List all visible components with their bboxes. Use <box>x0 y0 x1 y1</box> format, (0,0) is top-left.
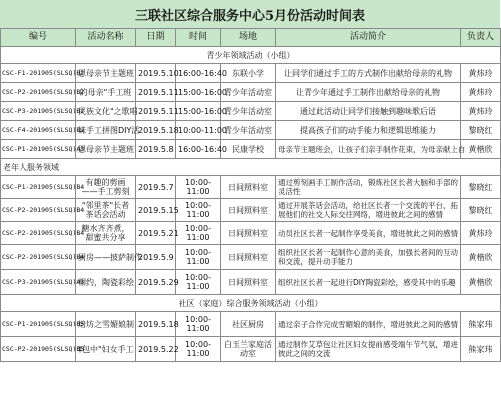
row-date: 2019.5.8 <box>136 140 176 159</box>
section-youth <box>1 47 501 64</box>
row-date: 2019.5.9 <box>136 245 176 270</box>
header-name: 活动名称 <box>76 29 136 47</box>
row-code: CSC-P1-201905(SLSQ)B5 <box>1 312 76 337</box>
row-place: 社区厨房 <box>221 312 276 337</box>
row-date: 2019.5.11 <box>136 83 176 102</box>
table-row <box>1 121 501 140</box>
row-time: 15:00-16:00 <box>176 102 221 121</box>
row-time: 16:00-16:40 <box>176 64 221 83</box>
section-elderly-label: 老年人服务领域 <box>1 159 501 176</box>
row-code: CSC-P2-201905(SLSQ)B4 <box>1 199 76 222</box>
row-time: 15:00-16:00 <box>176 83 221 102</box>
row-time: 10:00-11:00 <box>176 245 221 270</box>
row-owner: 熊家玮 <box>461 312 501 337</box>
table-row <box>1 64 501 83</box>
table-row <box>1 199 501 222</box>
row-owner: 黎晓红 <box>461 121 501 140</box>
row-date: 2019.5.29 <box>136 270 176 295</box>
row-name: 糖水齐齐煮，甜蜜共分享 <box>76 222 136 245</box>
table-row <box>1 83 501 102</box>
row-place: 日间照料室 <box>221 176 276 199</box>
table-row <box>1 270 501 295</box>
row-name: 有趣的剪画——手工剪刻 <box>76 176 136 199</box>
row-date: 2019.5.11 <box>136 102 176 121</box>
row-name: 恩母亲节主题班 <box>76 64 136 83</box>
row-name: 恩母亲节主题班 <box>76 140 136 159</box>
row-desc: 母亲节主题班会，让孩子们亲手制作花束，为母亲献上自 <box>276 140 461 159</box>
row-code: CSC-P2-201905(SLSQ)B4 <box>1 222 76 245</box>
row-code: CSC-P1-201905(SLSQ)A3 <box>1 140 76 159</box>
row-name: ‡包中"妇女手工 <box>76 337 136 362</box>
row-desc: 组织社区长者一起进行DIY陶瓷彩绘，感受其中的乐趣 <box>276 270 461 295</box>
row-desc: 让同学们通过手工的方式制作出献给母亲的礼物 <box>276 64 461 83</box>
header-date: 日期 <box>136 29 176 47</box>
section-elderly <box>1 159 501 176</box>
row-name: 焙坊之雪媚娘制 <box>76 312 136 337</box>
row-date: 2019.5.21 <box>136 222 176 245</box>
row-owner: 黎晓红 <box>461 199 501 222</box>
row-date: 2019.5.15 <box>136 199 176 222</box>
row-place: 青少年活动室 <box>221 102 276 121</box>
header-place: 场地 <box>221 29 276 47</box>
row-code: CSC-P2-201905(SLSQ)B5 <box>1 337 76 362</box>
header-row <box>1 29 501 47</box>
header-time: 时间 <box>176 29 221 47</box>
row-name: "邻里茶"长者茶话会活动 <box>76 199 136 222</box>
row-code: CSC-P2-201905(SLSQ)B2 <box>1 83 76 102</box>
row-code: CSC-P1-201905(SLSQ)B4 <box>1 176 76 199</box>
row-name: 厨房——披萨制作 <box>76 245 136 270</box>
row-date: 2019.5.10 <box>136 64 176 83</box>
row-time: 10:00-11:00 <box>176 222 221 245</box>
row-desc: 通过制作艾草包让社区妇女提前感受端午节气氛，增进彼此之间的交流 <box>276 337 461 362</box>
row-code: CSC-P3-201905(SLSQ)A3 <box>1 270 76 295</box>
row-desc: 通过剪刻画手工制作活动，锻炼社区长者大脑和手部的灵活性 <box>276 176 461 199</box>
header-code: 编号 <box>1 29 76 47</box>
row-place: 民康学校 <box>221 140 276 159</box>
row-owner: 黄炜玲 <box>461 222 501 245</box>
row-date: 2019.5.22 <box>136 337 176 362</box>
row-date: 2019.5.7 <box>136 176 176 199</box>
table-row <box>1 102 501 121</box>
row-desc: 动员社区长者一起制作享受美食，增进彼此之间的感情 <box>276 222 461 245</box>
row-place: 日间照料室 <box>221 270 276 295</box>
row-place: 东联小学 <box>221 64 276 83</box>
table-row <box>1 222 501 245</box>
row-date: 2019.5.18 <box>136 312 176 337</box>
row-owner: 黄楷欣 <box>461 140 501 159</box>
row-desc: 通过亲子合作完成雪媚娘的制作，增进彼此之间的感情 <box>276 312 461 337</box>
table-row <box>1 245 501 270</box>
row-time: 10:00-11:00 <box>176 121 221 140</box>
page-title: 三联社区综合服务中心5月份活动时间表 <box>0 0 500 29</box>
row-place: 日间照料室 <box>221 245 276 270</box>
row-place: 白玉兰家庭活动室 <box>221 337 276 362</box>
row-name: 的母亲"手工班 <box>76 83 136 102</box>
row-desc: 提高孩子们的动手能力和逻辑思维能力 <box>276 121 461 140</box>
row-time: 10:00-11:00 <box>176 312 221 337</box>
row-name: 民族文化"之歌唱 <box>76 102 136 121</box>
table-row <box>1 312 501 337</box>
row-owner: 黄楷欣 <box>461 270 501 295</box>
row-owner: 黎晓红 <box>461 176 501 199</box>
row-place: 日间照料室 <box>221 199 276 222</box>
row-desc: 通过此活动让同学们接触到趣味歌后语 <box>276 102 461 121</box>
row-place: 青少年活动室 <box>221 121 276 140</box>
row-code: CSC-F1-201905(SLSQ)B2 <box>1 64 76 83</box>
row-date: 2019.5.18 <box>136 121 176 140</box>
header-desc: 活动简介 <box>276 29 461 47</box>
row-owner: 黄炜玲 <box>461 64 501 83</box>
row-code: CSC-F4-201905(SLSQ)B2 <box>1 121 76 140</box>
header-owner: 负责人 <box>461 29 501 47</box>
schedule-table <box>0 28 501 362</box>
row-place: 日间照料室 <box>221 222 276 245</box>
section-family-label: 社区（家庭）综合服务领域活动（小组） <box>1 295 501 312</box>
table-row <box>1 140 501 159</box>
row-owner: 黄炜玲 <box>461 83 501 102</box>
section-family <box>1 295 501 312</box>
row-name: 相约，陶瓷彩绘 <box>76 270 136 295</box>
row-desc: 通过开展茶话会活动，给社区长者一个交流的平台，拓展他们的社交人际交往网络，增进彼此之间的感情 <box>276 199 461 222</box>
row-time: 10:00-11:00 <box>176 176 221 199</box>
row-owner: 黄楷欣 <box>461 245 501 270</box>
row-name: 妹手工拼图DIY活 <box>76 121 136 140</box>
row-time: 10:00-11:00 <box>176 199 221 222</box>
row-code: CSC-P2-201905(SLSQ)B4 <box>1 245 76 270</box>
row-place: 青少年活动室 <box>221 83 276 102</box>
row-desc: 组织社区长者一起制作心意的美食，加强长者间的互动和交流，提升动手能力 <box>276 245 461 270</box>
row-desc: 让青少年通过手工制作出献给母亲的礼物 <box>276 83 461 102</box>
row-time: 16:00-16:40 <box>176 140 221 159</box>
row-code: CSC-P3-201905(SLSQ)B2 <box>1 102 76 121</box>
row-time: 10:00-11:00 <box>176 337 221 362</box>
row-owner: 熊家玮 <box>461 337 501 362</box>
row-time: 10:00-11:00 <box>176 270 221 295</box>
row-owner: 黄炜玲 <box>461 102 501 121</box>
section-youth-label: 青少年领域活动（小组） <box>1 47 501 64</box>
table-row <box>1 176 501 199</box>
table-row <box>1 337 501 362</box>
